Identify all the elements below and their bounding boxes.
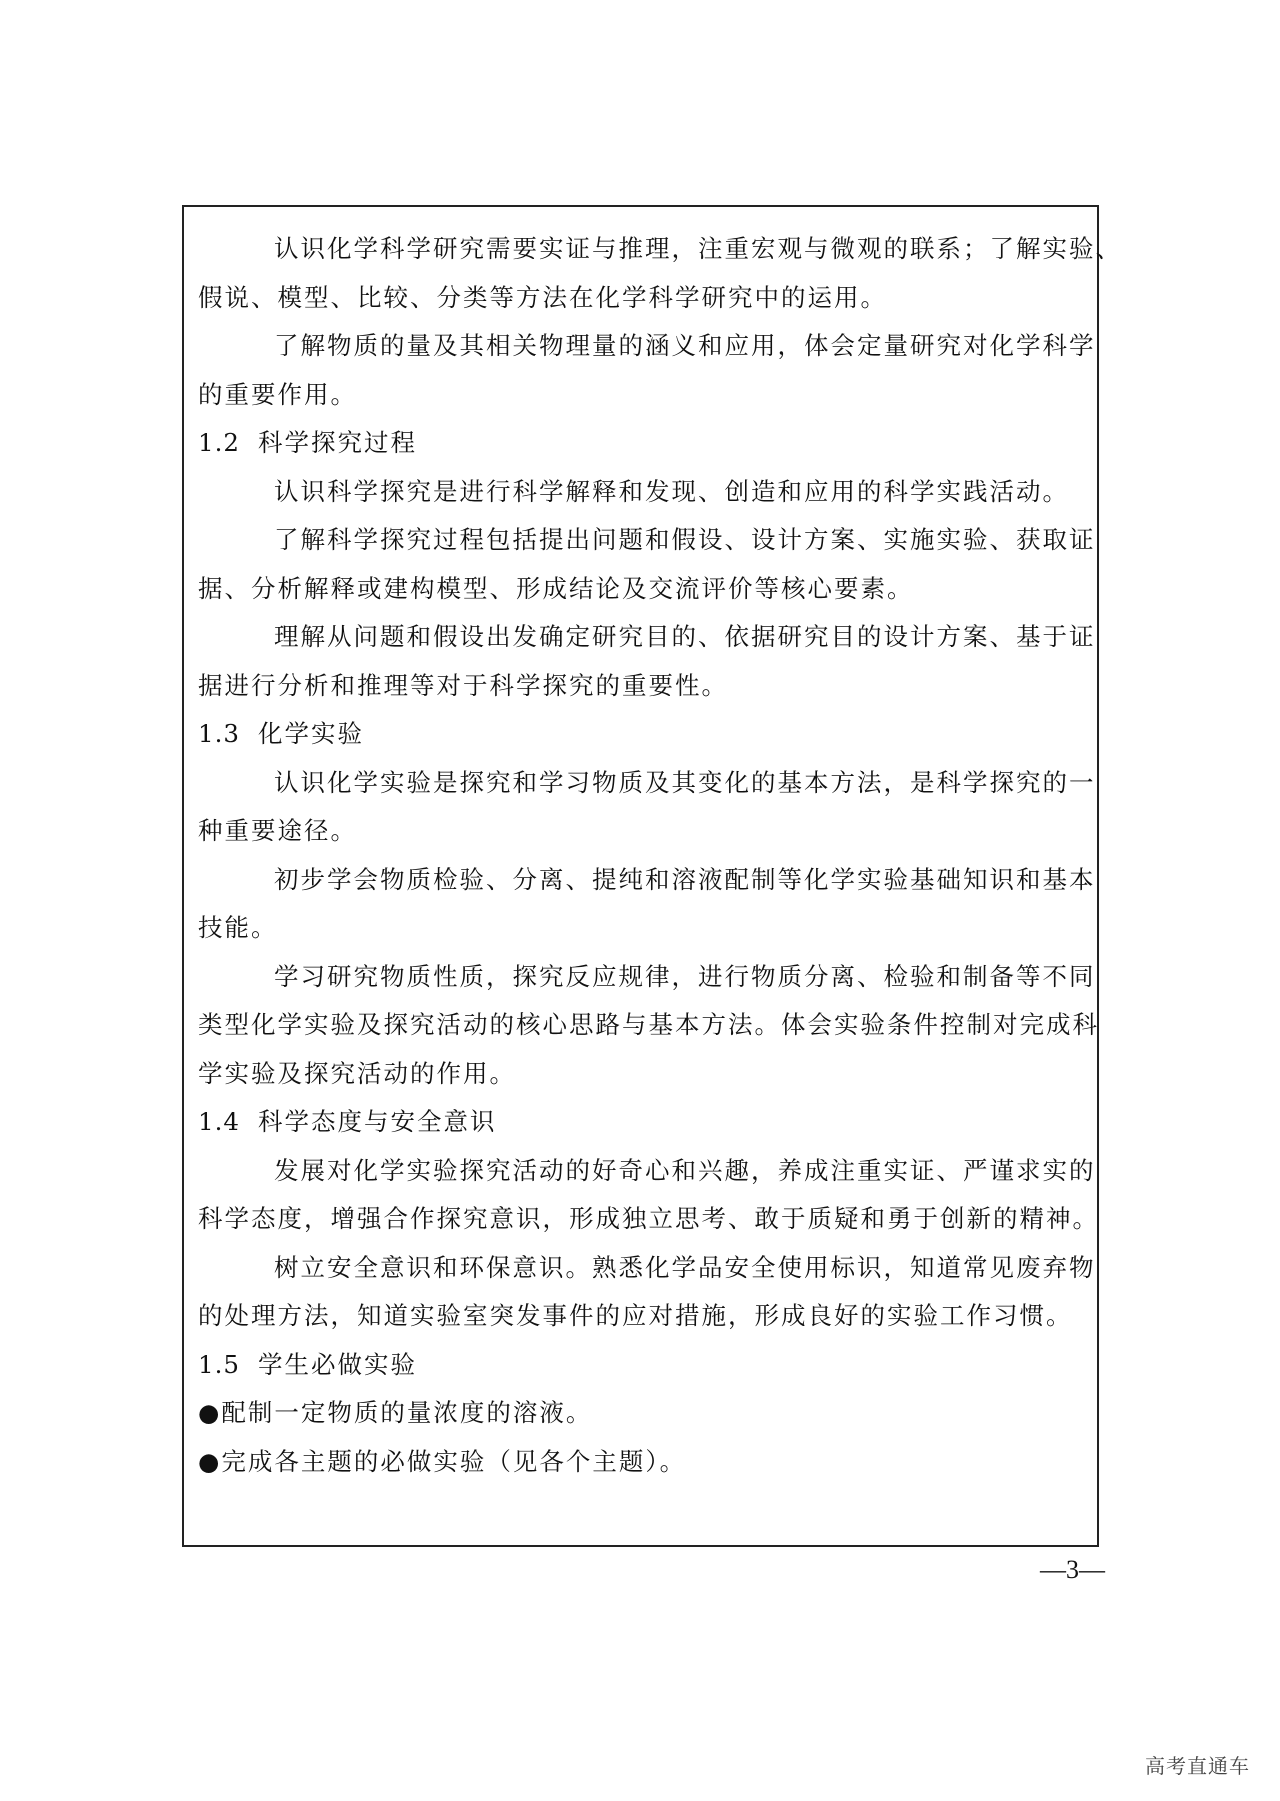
paragraph-first-line: 了解物质的量及其相关物理量的涵义和应用，体会定量研究对化学科学	[274, 331, 1096, 360]
paragraph-line: 科学态度，增强合作探究意识，形成独立思考、敢于质疑和勇于创新的精神。	[198, 1204, 1099, 1233]
paragraph-first-line: 树立安全意识和环保意识。熟悉化学品安全使用标识，知道常见废弃物	[274, 1252, 1096, 1282]
section-title: 科学探究过程	[258, 428, 417, 457]
paragraph-line: ●完成各主题的必做实验（见各个主题）。	[198, 1446, 687, 1476]
section-number: 1.2	[198, 428, 240, 457]
paragraph-first-line: 理解从问题和假设出发确定研究目的、依据研究目的设计方案、基于证	[274, 622, 1096, 651]
paragraph-line: ●配制一定物质的量浓度的溶液。	[198, 1398, 593, 1427]
section-heading	[198, 428, 417, 457]
section-number: 1.4	[198, 1107, 240, 1136]
page-number: —3—	[1040, 1555, 1105, 1584]
paragraph-first-line: 初步学会物质检验、分离、提纯和溶液配制等化学实验基础知识和基本	[274, 864, 1096, 894]
paragraph-first-line: 学习研究物质性质，探究反应规律，进行物质分离、检验和制备等不同	[274, 961, 1096, 991]
paragraph-line: 种重要途径。	[198, 816, 357, 845]
paragraph-line: 据进行分析和推理等对于科学探究的重要性。	[198, 670, 728, 700]
section-heading	[198, 719, 364, 748]
section-number: 1.5	[198, 1349, 240, 1379]
paragraph-first-line: 了解科学探究过程包括提出问题和假设、设计方案、实施实验、获取证	[274, 525, 1096, 554]
paragraph-first-line: 发展对化学实验探究活动的好奇心和兴趣，养成注重实证、严谨求实的	[274, 1155, 1096, 1185]
paragraph-line: 据、分析解释或建构模型、形成结论及交流评价等核心要素。	[198, 573, 914, 603]
paragraph-line: 学实验及探究活动的作用。	[198, 1058, 516, 1088]
paragraph-first-line: 认识化学实验是探究和学习物质及其变化的基本方法，是科学探究的一	[274, 767, 1096, 797]
paragraph-line: 的重要作用。	[198, 379, 357, 409]
section-title: 化学实验	[258, 719, 364, 748]
content-box	[182, 205, 1122, 1547]
section-title: 科学态度与安全意识	[258, 1107, 497, 1136]
paragraph-first-line: 认识科学探究是进行科学解释和发现、创造和应用的科学实践活动。	[274, 476, 1069, 506]
section-title: 学生必做实验	[258, 1349, 417, 1379]
paragraph-first-line: 认识化学科学研究需要实证与推理，注重宏观与微观的联系；了解实验、	[274, 234, 1122, 263]
paragraph-line: 类型化学实验及探究活动的核心思路与基本方法。体会实验条件控制对完成科	[198, 1010, 1099, 1039]
paragraph-line: 的处理方法，知道实验室突发事件的应对措施，形成良好的实验工作习惯。	[198, 1301, 1073, 1330]
paragraph-line: 技能。	[198, 913, 278, 942]
section-number: 1.3	[198, 719, 240, 748]
section-heading	[198, 1107, 497, 1136]
section-heading	[198, 1349, 417, 1379]
watermark-text: 高考直通车	[1145, 1754, 1250, 1778]
paragraph-line: 假说、模型、比较、分类等方法在化学科学研究中的运用。	[198, 282, 887, 312]
